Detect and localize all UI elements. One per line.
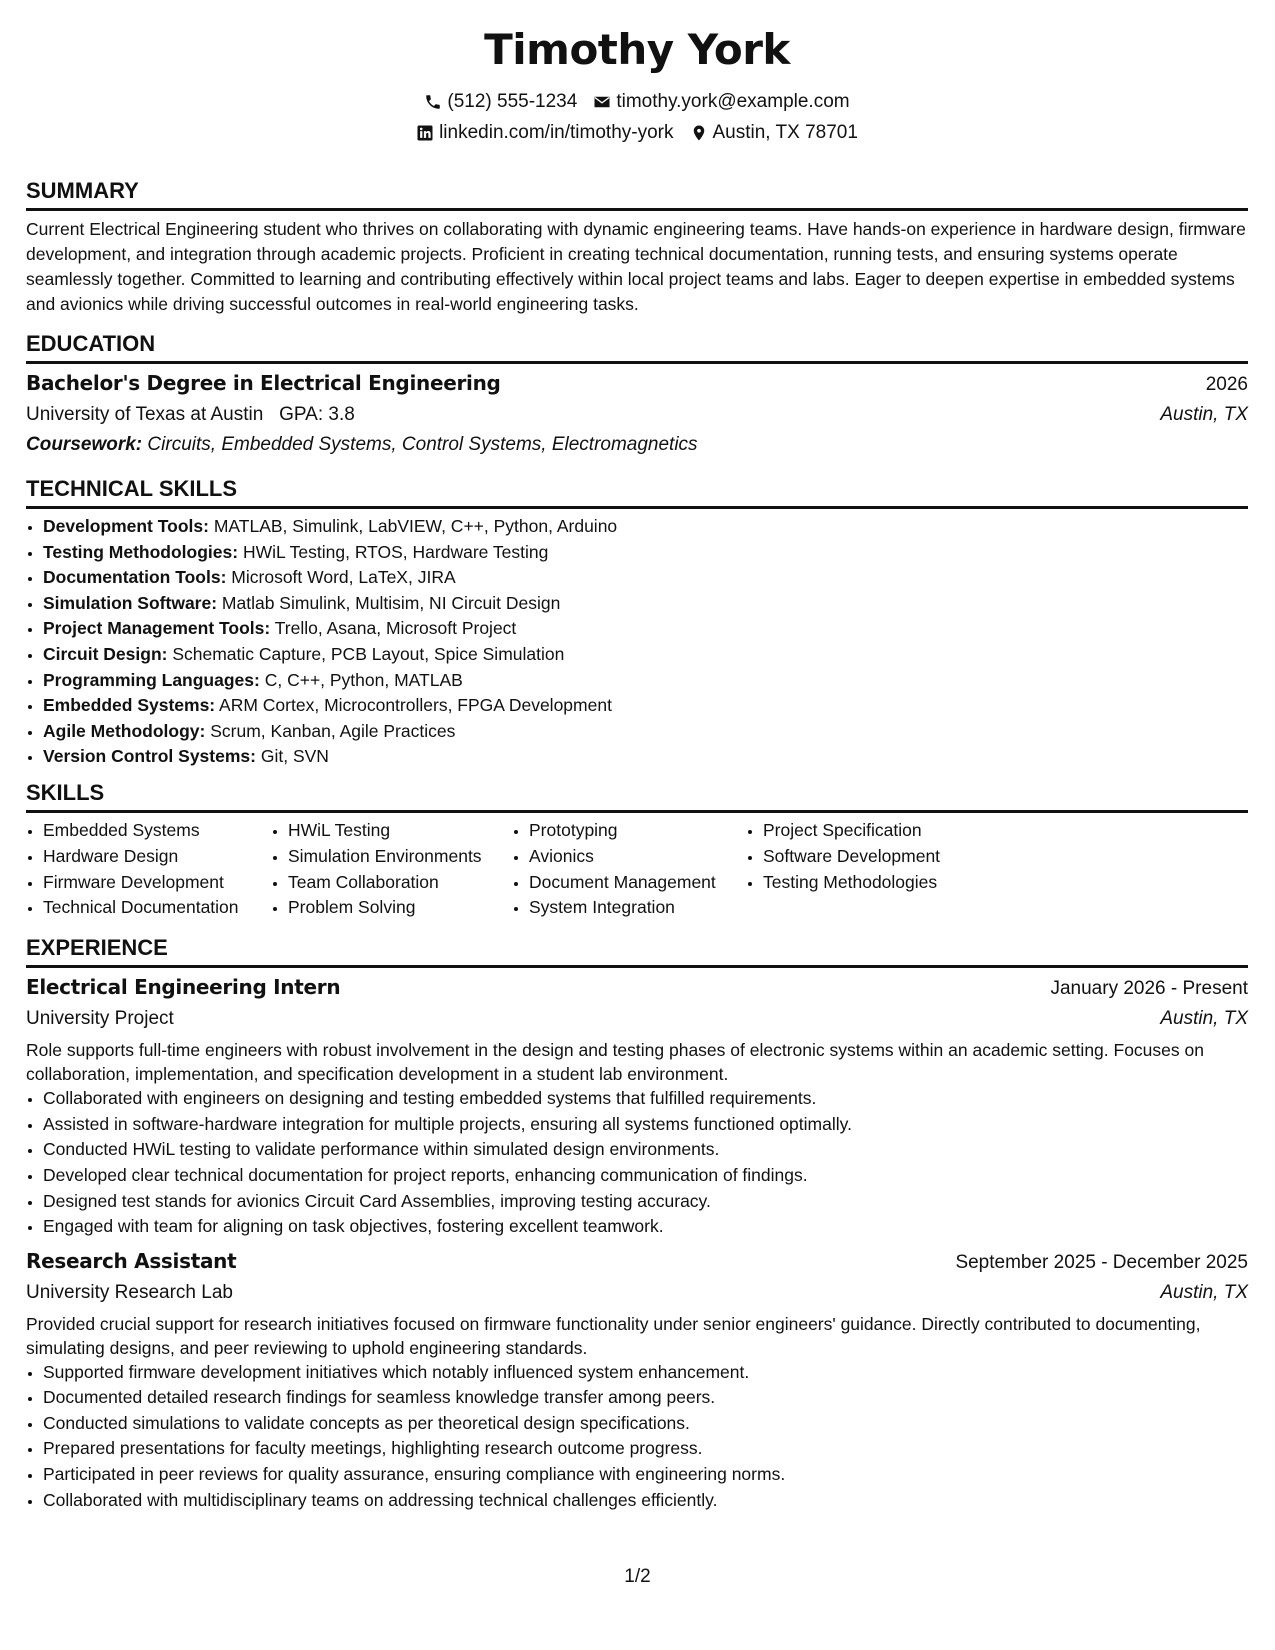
skills-column (746, 818, 986, 921)
job-bullet: • Documented detailed research findings for seamless knowledge transfer among peers. (43, 1385, 1248, 1411)
linkedin-icon (416, 124, 434, 142)
job-title: Research Assistant (26, 1248, 237, 1273)
skill-item: • Problem Solving (288, 895, 512, 921)
summary-text: Current Electrical Engineering student who thrives on collaborating with dynamic engineering teams. Have hands-on experience in hardware design, firmware development, and integration through academic projects. Proficient in creating technical documentation, running tests, and ensuring systems operate seamlessly together. Committed to learning and contributing effectively within local project teams and labs. Eager to deepen expertise in embedded systems and avionics while driving successful outcomes in real-world engineering tasks. (26, 219, 1246, 314)
gpa: GPA: 3.8 (279, 404, 355, 425)
experience-row-1 (26, 972, 1248, 1004)
skill-item: • Document Management (529, 870, 746, 896)
school-location: Austin, TX (1160, 404, 1248, 425)
technical-skill-item (43, 616, 1248, 642)
technical-skill-item (43, 719, 1248, 745)
technical-skill-item (43, 565, 1248, 591)
technical-skill-item (43, 591, 1248, 617)
skill-item: • HWiL Testing (288, 818, 512, 844)
contact-row-2 (26, 121, 1248, 144)
job-bullet: • Designed test stands for avionics Circuit Card Assemblies, improving testing accuracy. (43, 1189, 1248, 1215)
technical-skill-label: Embedded Systems: (43, 695, 216, 716)
technical-skill-label: Programming Languages: (43, 669, 260, 690)
skills-column (512, 818, 746, 921)
technical-skill-item (43, 540, 1248, 566)
education-row-1 (26, 368, 1248, 400)
education-heading: EDUCATION (26, 331, 1248, 364)
coursework-label: Coursework: (26, 434, 143, 455)
summary-section (26, 178, 1248, 317)
technical-skill-value: MATLAB, Simulink, LabVIEW, C++, Python, Arduino (213, 516, 618, 536)
skill-item: • System Integration (529, 895, 746, 921)
job-bullets (26, 1086, 1248, 1240)
school-name: University of Texas at Austin (26, 404, 264, 425)
technical-skill-item (43, 642, 1248, 668)
experience-section (26, 935, 1248, 1513)
envelope-icon (593, 93, 611, 111)
skills-column-list (512, 818, 746, 921)
skill-item: • Firmware Development (43, 870, 271, 896)
contact-row-1 (26, 90, 1248, 113)
job-bullets (26, 1360, 1248, 1514)
skill-item: • Avionics (529, 844, 746, 870)
skill-item: • Project Specification (763, 818, 986, 844)
degree-title: Bachelor's Degree in Electrical Engineering (26, 371, 501, 395)
location-contact (690, 121, 858, 144)
school-info (26, 400, 355, 430)
page-number: 1/2 (624, 1566, 651, 1587)
coursework-list: Circuits, Embedded Systems, Control Systems, Electromagnetics (147, 434, 698, 455)
job-summary: Provided crucial support for research initiatives focused on firmware functionality under senior engineers' guidance. Directly contributed to documenting, simulating designs, and peer reviewing to uphold engineering standards. (26, 1313, 1201, 1358)
technical-skill-label: Simulation Software: (43, 592, 218, 613)
education-section (26, 331, 1248, 460)
job-bullet: • Conducted simulations to validate concepts as per theoretical design specifications. (43, 1411, 1248, 1437)
job-bullet: • Collaborated with engineers on designing and testing embedded systems that fulfilled requirements. (43, 1086, 1248, 1112)
skill-item: • Simulation Environments (288, 844, 512, 870)
job-organization: University Project (26, 1008, 174, 1030)
technical-skill-label: Project Management Tools: (43, 618, 271, 639)
technical-skills-section (26, 476, 1248, 770)
job-bullet: • Developed clear technical documentation for project reports, enhancing communication of findings. (43, 1163, 1248, 1189)
map-pin-icon (690, 124, 708, 142)
job-summary: Role supports full-time engineers with robust involvement in the design and testing phases of electronic systems within an academic setting. Focuses on collaboration, implementation, and specification development in a student lab environment. (26, 1040, 1204, 1085)
linkedin-contact[interactable] (416, 121, 673, 144)
skills-column-list (746, 818, 986, 895)
technical-skill-label: Circuit Design: (43, 643, 168, 664)
experience-entry (26, 972, 1248, 1240)
job-location: Austin, TX (1160, 1008, 1248, 1030)
skills-column (271, 818, 512, 921)
technical-skills-heading: TECHNICAL SKILLS (26, 476, 1248, 509)
technical-skill-label: Documentation Tools: (43, 567, 227, 588)
technical-skill-label: Agile Methodology: (43, 720, 206, 741)
job-bullet: • Conducted HWiL testing to validate performance within simulated design environments. (43, 1137, 1248, 1163)
skill-item: • Embedded Systems (43, 818, 271, 844)
experience-row-2 (26, 1004, 1248, 1034)
technical-skill-value: Matlab Simulink, Multisim, NI Circuit Design (221, 592, 561, 613)
technical-skill-item (43, 514, 1248, 540)
job-bullet: • Prepared presentations for faculty meetings, highlighting research outcome progress. (43, 1436, 1248, 1462)
job-title: Electrical Engineering Intern (26, 975, 341, 1000)
skills-section (26, 780, 1248, 921)
job-dates: January 2026 - Present (1050, 978, 1248, 1000)
phone-icon (424, 93, 442, 111)
graduation-year: 2026 (1205, 374, 1248, 395)
resume-header (26, 0, 1248, 144)
email-contact[interactable] (593, 90, 849, 113)
skill-item: • Software Development (763, 844, 986, 870)
job-bullet: • Collaborated with multidisciplinary teams on addressing technical challenges efficiently. (43, 1488, 1248, 1514)
skill-item: • Team Collaboration (288, 870, 512, 896)
location-text: Austin, TX 78701 (712, 122, 858, 143)
job-bullet: • Participated in peer reviews for quality assurance, ensuring compliance with engineering norms. (43, 1462, 1248, 1488)
phone-text: (512) 555-1234 (447, 91, 578, 112)
skill-item: • Testing Methodologies (763, 870, 986, 896)
job-dates: September 2025 - December 2025 (955, 1251, 1248, 1273)
technical-skill-item (43, 744, 1248, 770)
skills-column-list (271, 818, 512, 921)
skill-item: • Hardware Design (43, 844, 271, 870)
skill-item: • Technical Documentation (43, 895, 271, 921)
candidate-name: Timothy York (484, 25, 790, 74)
job-location: Austin, TX (1160, 1281, 1248, 1303)
technical-skill-item (43, 668, 1248, 694)
technical-skill-value: C, C++, Python, MATLAB (264, 669, 463, 690)
resume-page (26, 0, 1248, 1513)
experience-row-1 (26, 1246, 1248, 1278)
job-bullet: • Assisted in software-hardware integration for multiple projects, ensuring all systems functioned optimally. (43, 1112, 1248, 1138)
skills-column (26, 818, 271, 921)
email-text: timothy.york@example.com (616, 91, 850, 112)
skill-item: • Prototyping (529, 818, 746, 844)
technical-skill-item (43, 693, 1248, 719)
technical-skill-value: HWiL Testing, RTOS, Hardware Testing (242, 541, 549, 562)
skills-grid (26, 818, 1248, 921)
technical-skill-value: ARM Cortex, Microcontrollers, FPGA Development (219, 695, 612, 716)
technical-skill-value: Scrum, Kanban, Agile Practices (210, 720, 456, 741)
job-bullet: • Engaged with team for aligning on task objectives, fostering excellent teamwork. (43, 1214, 1248, 1240)
skills-heading: SKILLS (26, 780, 1248, 813)
summary-heading: SUMMARY (26, 178, 1248, 211)
phone-contact[interactable] (424, 90, 577, 113)
technical-skill-label: Development Tools: (43, 516, 209, 536)
technical-skill-value: Trello, Asana, Microsoft Project (274, 618, 517, 639)
technical-skill-label: Version Control Systems: (43, 746, 256, 767)
technical-skill-value: Microsoft Word, LaTeX, JIRA (231, 567, 456, 588)
technical-skill-label: Testing Methodologies: (43, 541, 239, 562)
experience-row-2 (26, 1278, 1248, 1308)
experience-list (26, 972, 1248, 1513)
experience-entry (26, 1246, 1248, 1514)
education-row-2 (26, 400, 1248, 430)
job-organization: University Research Lab (26, 1281, 233, 1303)
skills-column-list (26, 818, 271, 921)
technical-skill-value: Schematic Capture, PCB Layout, Spice Simulation (172, 643, 565, 664)
linkedin-text: linkedin.com/in/timothy-york (439, 122, 674, 143)
coursework-line (26, 430, 1248, 460)
experience-heading: EXPERIENCE (26, 935, 1248, 968)
technical-skill-value: Git, SVN (260, 746, 329, 767)
technical-skills-list (26, 514, 1248, 770)
job-bullet: • Supported firmware development initiatives which notably influenced system enhancement. (43, 1360, 1248, 1386)
